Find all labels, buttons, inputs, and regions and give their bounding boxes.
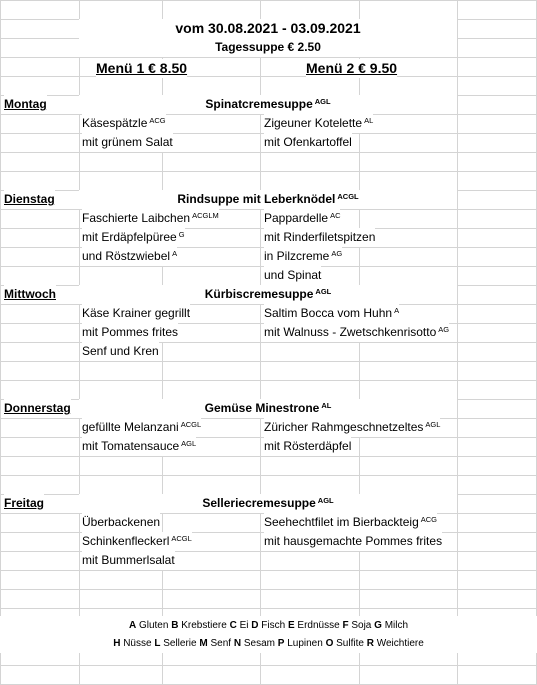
allergen-code: O [325,638,334,649]
day-soup: Rindsuppe mit Leberknödel $^{ACGL}$ [79,190,457,209]
allergen-name: Soja [348,620,375,631]
menu1-item: Faschierte Laibchen $^{ACGLM}$ [82,209,219,228]
allergen-codes: A [394,306,400,315]
allergen-code: N [233,638,242,649]
menu2-item: und Spinat [264,266,321,285]
menu1-item: Senf und Kren [82,342,159,361]
allergen-name: Krebstiere [178,620,230,631]
menu1-header: Menü 1 € 8.50 [96,60,188,76]
allergen-codes: AGL [181,439,197,448]
menu2-item: Züricher Rahmgeschnetzeltes $^{AGL}$ [264,418,440,437]
column-line [0,0,1,685]
allergen-codes: G [178,230,185,239]
menu1-item: mit Bummerlsalat [82,551,175,570]
allergen-code: M [199,638,208,649]
allergen-name: Nüsse [120,638,155,649]
allergen-legend-line1 [0,616,537,635]
menu1-item: Käsespätzle $^{ACG}$ [82,114,166,133]
menu2-header: Menü 2 € 9.50 [306,60,398,76]
allergen-codes: ACGL [337,192,359,201]
menu1-item: mit Tomatensauce $^{AGL}$ [82,437,196,456]
menu1-item: mit grünem Salat [82,133,173,152]
menu2-item: mit Ofenkartoffel [264,133,352,152]
allergen-name: Sellerie [160,638,200,649]
allergen-name: Fisch [258,620,288,631]
allergen-codes: A [172,249,178,258]
allergen-code: A [128,620,137,631]
allergen-name: Sulfite [333,638,367,649]
allergen-name: Gluten [136,620,172,631]
menu2-item: mit Walnuss - Zwetschkenrisotto $^{AG}$ [264,323,449,342]
allergen-legend-line2 [0,634,537,653]
menu1-item: mit Pommes frites [82,323,178,342]
allergen-code: P [277,638,285,649]
daily-soup-price: Tagessuppe € 2.50 [79,38,457,57]
menu2-item: Zigeuner Kotelette $^{AL}$ [264,114,373,133]
allergen-codes: ACGL [180,420,202,429]
allergen-name: Milch [381,620,409,631]
menu2-item: Pappardelle $^{AC}$ [264,209,340,228]
allergen-code: D [251,620,259,631]
day-soup: Selleriecremesuppe $^{AGL}$ [79,494,457,513]
allergen-name: Senf [207,638,234,649]
allergen-code: G [374,620,382,631]
allergen-codes: AGL [425,420,441,429]
allergen-name: Sesam [241,638,278,649]
menu1-item: gefüllte Melanzani $^{ACGL}$ [82,418,201,437]
menu1-item: Überbackenen [82,513,160,532]
allergen-codes: AG [331,249,343,258]
allergen-codes: AGL [315,287,332,296]
menu1-item: Schinkenfleckerl $^{ACGL}$ [82,532,192,551]
menu2-item: mit Rösterdäpfel [264,437,351,456]
allergen-code: B [171,620,179,631]
menu1-item: mit Erdäpfelpüree $^G$ [82,228,185,247]
menu2-item: mit hausgemachte Pommes frites [264,532,442,551]
allergen-name: Weichtiere [373,638,424,649]
allergen-codes: AG [438,325,450,334]
allergen-codes: ACG [149,116,166,125]
date-range-title: vom 30.08.2021 - 03.09.2021 [79,19,457,38]
day-name: Donnerstag [4,399,71,418]
column-line [457,0,458,685]
day-name: Montag [4,95,47,114]
allergen-codes: ACGL [171,534,192,543]
allergen-codes: AL [364,116,374,125]
menu1-item: Käse Krainer gegrillt [82,304,190,323]
day-name: Dienstag [4,190,55,209]
menu1-item: und Röstzwiebel $^A$ [82,247,177,266]
menu2-item: Saltim Bocca vom Huhn $^A$ [264,304,399,323]
allergen-codes: AL [321,401,332,410]
day-name: Mittwoch [4,285,56,304]
allergen-code: F [342,620,349,631]
day-soup: Kürbiscremesuppe $^{AGL}$ [79,285,457,304]
allergen-name: Lupinen [284,638,326,649]
allergen-code: H [113,638,121,649]
menu2-item: mit Rinderfiletspitzen [264,228,375,247]
allergen-name: Ei [236,620,252,631]
allergen-name: Erdnüsse [294,620,343,631]
allergen-code: L [154,638,161,649]
allergen-codes: AGL [314,97,331,106]
day-soup: Gemüse Minestrone $^{AL}$ [79,399,457,418]
allergen-codes: ACG [420,515,438,524]
allergen-codes: AC [330,211,341,220]
day-name: Freitag [4,494,44,513]
allergen-code: E [287,620,295,631]
allergen-codes: ACGLM [192,211,219,220]
menu2-item: Seehechtfilet im Bierbackteig $^{ACG}$ [264,513,437,532]
allergen-codes: AGL [317,496,334,505]
menu2-item: in Pilzcreme $^{AG}$ [264,247,342,266]
day-soup: Spinatcremesuppe $^{AGL}$ [79,95,457,114]
allergen-code: C [229,620,237,631]
allergen-code: R [366,638,374,649]
